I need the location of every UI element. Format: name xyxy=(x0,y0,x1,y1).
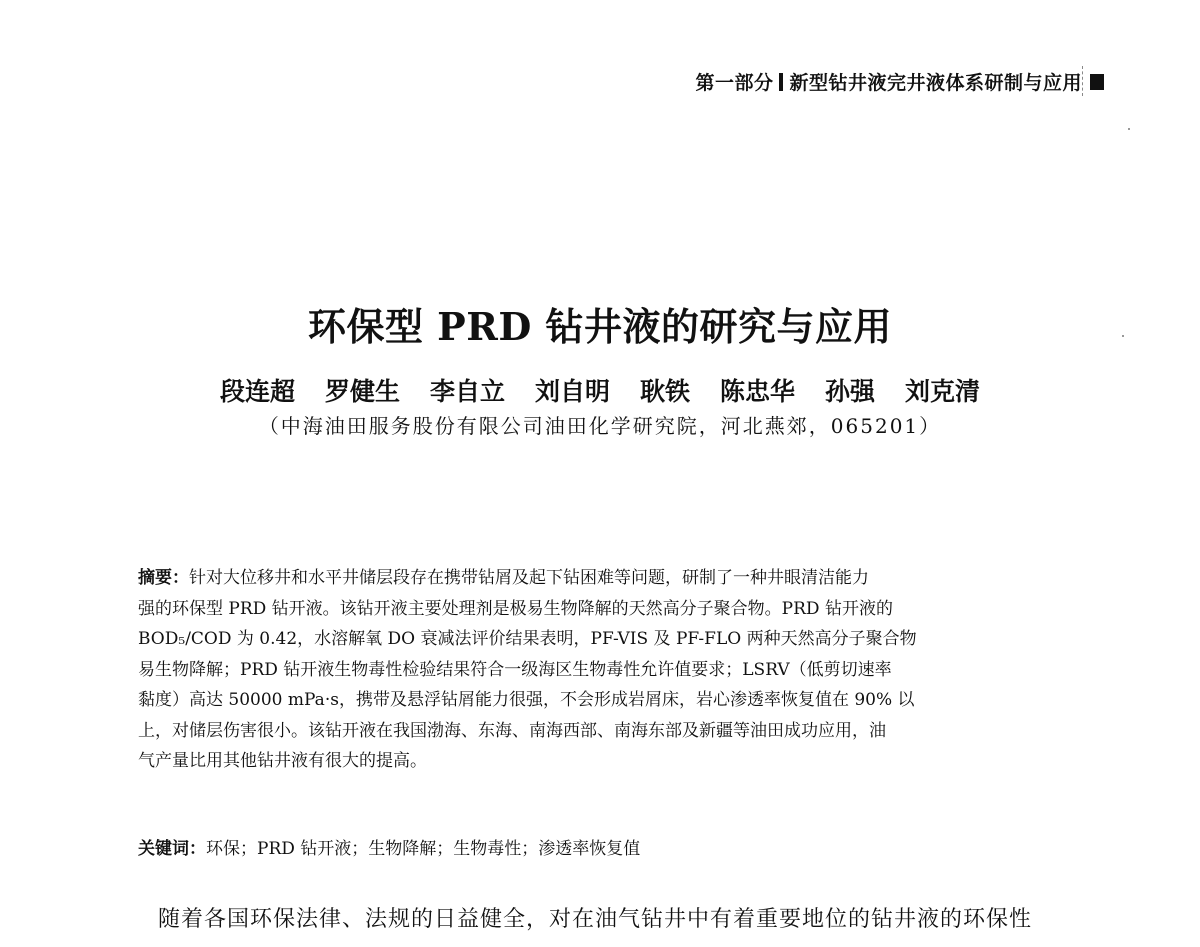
header-block-mark xyxy=(1090,74,1104,90)
author: 刘克清 xyxy=(905,377,981,406)
abstract-line: BOD₅/COD 为 0.42，水溶解氧 DO 衰减法评价结果表明，PF-VIS 及 PF-FLO 两种天然高分子聚合物 xyxy=(138,629,917,649)
author: 刘自明 xyxy=(534,377,610,406)
author-list xyxy=(0,372,1200,408)
abstract xyxy=(138,563,1078,777)
header-part: 第一部分 xyxy=(695,72,774,94)
header-ruler-ticks xyxy=(1082,66,1088,96)
abstract-line: 气产量比用其他钻井液有很大的提高。 xyxy=(138,751,427,771)
keywords xyxy=(138,834,1078,859)
author: 罗健生 xyxy=(324,377,400,406)
running-header xyxy=(695,68,1082,95)
header-separator xyxy=(779,73,783,91)
header-section: 新型钻井液完井液体系研制与应用 xyxy=(789,72,1082,94)
abstract-line: 黏度）高达 50000 mPa·s，携带及悬浮钻屑能力很强，不会形成岩屑床，岩心渗透率恢复值在 90% 以 xyxy=(138,690,915,710)
scan-speck xyxy=(1128,128,1130,130)
keywords-text: 环保；PRD 钻开液；生物降解；生物毒性；渗透率恢复值 xyxy=(206,839,641,859)
abstract-label: 摘要： xyxy=(138,568,189,588)
author: 陈忠华 xyxy=(720,377,796,406)
author: 段连超 xyxy=(219,377,295,406)
scan-speck xyxy=(1122,335,1124,337)
abstract-line: 上，对储层伤害很小。该钻开液在我国渤海、东海、南海西部、南海东部及新疆等油田成功应用，油 xyxy=(138,720,886,741)
keywords-label: 关键词： xyxy=(138,839,206,859)
affiliation: （中海油田服务股份有限公司油田化学研究院，河北燕郊，065201） xyxy=(258,414,942,438)
abstract-line: 强的环保型 PRD 钻开液。该钻开液主要处理剂是极易生物降解的天然高分子聚合物。PRD 钻开液的 xyxy=(138,598,893,619)
body-paragraph: 随着各国环保法律、法规的日益健全，对在油气钻井中有着重要地位的钻井液的环保性 xyxy=(158,907,1033,932)
abstract-line: 易生物降解；PRD 钻开液生物毒性检验结果符合一级海区生物毒性允许值要求；LSRV（低剪切速率 xyxy=(138,659,892,680)
author: 孙强 xyxy=(825,377,876,406)
author: 耿铁 xyxy=(640,377,691,406)
author: 李自立 xyxy=(429,377,505,406)
abstract-line xyxy=(138,563,1078,594)
paper-title: 环保型 PRD 钻井液的研究与应用 xyxy=(307,304,893,349)
abstract-text: 针对大位移井和水平井储层段存在携带钻屑及起下钻困难等问题，研制了一种井眼清洁能力 xyxy=(189,568,869,588)
